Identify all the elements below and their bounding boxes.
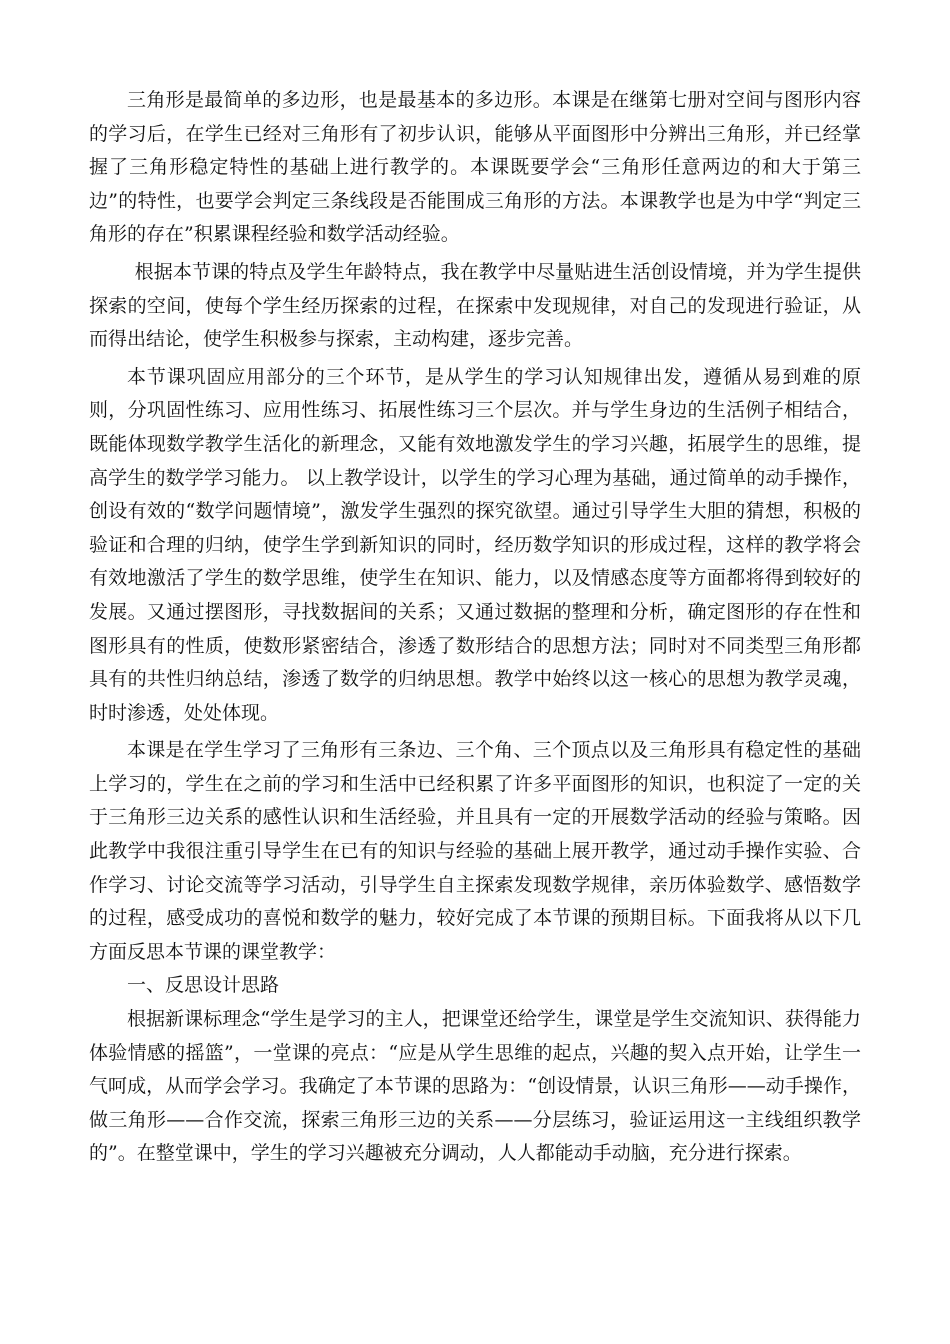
paragraph-triangle-intro: 三角形是最简单的多边形，也是最基本的多边形。本课是在继第七册对空间与图形内容的学习后，在学生已经对三角形有了初步认识，能够从平面图形中分辨出三角形，并已经掌握了三角形稳定特性的基础上进行教学的。本课既要学会“三角形任意两边的和大于第三边”的特性，也要学会判定三条线段是否能围成三角形的方法。本课教学也是为中学“判定三角形的存在”积累课程经验和数学活动经验。 bbox=[89, 89, 861, 246]
paragraph-design-reflection: 根据新课标理念“学生是学习的主人，把课堂还给学生，课堂是学生交流知识、获得能力体验情感的摇篮”，一堂课的亮点：“应是从学生思维的起点，兴趣的契入点开始，让学生一气呵成，从而学会学习。我确定了本节课的思路为：“创设情景，认识三角形——动手操作，做三角形——合作交流，探索三角形三边的关系——分层练习，验证运用这一主线组织教学的”。在整堂课中，学生的学习兴趣被充分调动，人人都能动手动脑，充分进行探索。 bbox=[89, 1008, 861, 1165]
paragraph-lesson-basis: 本课是在学生学习了三角形有三条边、三个角、三个顶点以及三角形具有稳定性的基础上学习的，学生在之前的学习和生活中已经积累了许多平面图形的知识，也积淀了一定的关于三角形三边关系的感性认识和生活经验，并且具有一定的开展数学活动的经验与策略。因此教学中我很注重引导学生在已有的知识与经验的基础上展开教学，通过动手操作实验、合作学习、讨论交流等学习活动，引导学生自主探索发现数学规律，亲历体验数学、感悟数学的过程，感受成功的喜悦和数学的魅力，较好完成了本节课的预期目标。下面我将从以下几方面反思本节课的课堂教学： bbox=[89, 739, 861, 963]
document-page bbox=[89, 84, 861, 1171]
paragraph-teaching-approach: 根据本节课的特点及学生年龄特点，我在教学中尽量贴进生活创设情境，并为学生提供探索的空间，使每个学生经历探索的过程，在探索中发现规律，对自己的发现进行验证，从而得出结论，使学生积极参与探索，主动构建，逐步完善。 bbox=[89, 260, 861, 351]
paragraph-practice-design: 本节课巩固应用部分的三个环节，是从学生的学习认知规律出发，遵循从易到难的原则，分巩固性练习、应用性练习、拓展性练习三个层次。并与学生身边的生活例子相结合，既能体现数学教学生活化的新理念，又能有效地激发学生的学习兴趣，拓展学生的思维，提高学生的数学学习能力。 以上教学设计，以学生的学习心理为基础，通过简单的动手操作，创设有效的“数学问题情境”，激发学生强烈的探究欲望。通过引导学生大胆的猜想，积极的验证和合理的归纳，使学生学到新知识的同时，经历数学知识的形成过程，这样的教学将会有效地激活了学生的数学思维，使学生在知识、能力，以及情感态度等方面都将得到较好的发展。又通过摆图形，寻找数据间的关系；又通过数据的整理和分析，确定图形的存在性和图形具有的性质，使数形紧密结合，渗透了数形结合的思想方法；同时对不同类型三角形都具有的共性归纳总结，渗透了数学的归纳思想。教学中始终以这一核心的思想为教学灵魂，时时渗透，处处体现。 bbox=[89, 365, 861, 724]
section-heading-design-reflection: 一、反思设计思路 bbox=[127, 974, 280, 997]
